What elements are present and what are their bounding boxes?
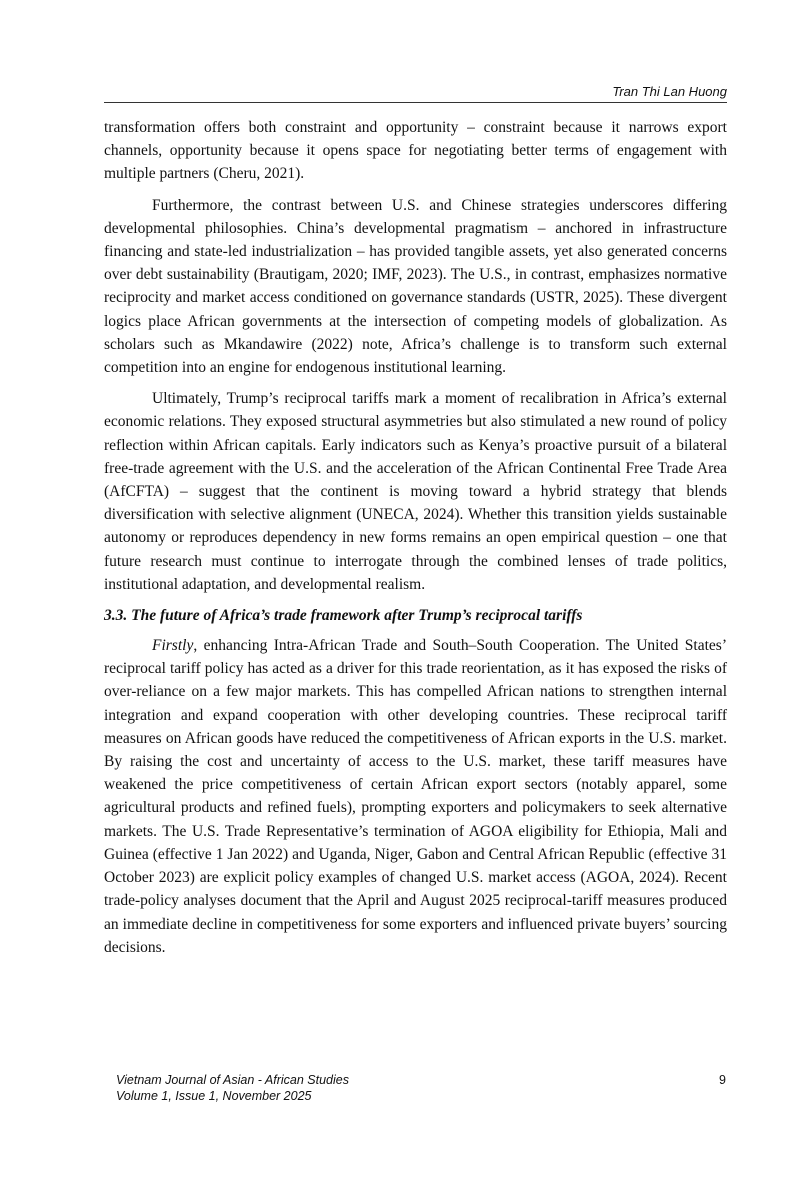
paragraph-lead-in: Firstly: [152, 637, 194, 655]
body-paragraph: transformation offers both constraint and opportunity – constraint because it narrows export channels, opportunity because it opens space for negotiating better terms of engagement with multiple partners (Cheru, 2021).: [104, 119, 727, 183]
section-heading: 3.3. The future of Africa’s trade framework after Trump’s reciprocal tariffs: [104, 607, 583, 625]
page-footer: [116, 1073, 726, 1104]
footer-volume-issue: Volume 1, Issue 1, November 2025: [116, 1088, 312, 1103]
article-body: [104, 116, 727, 967]
body-paragraph: [104, 634, 727, 959]
footer-journal-name: Vietnam Journal of Asian - African Studies: [116, 1073, 349, 1087]
page-number: 9: [719, 1073, 726, 1087]
header-rule: [104, 102, 727, 103]
running-head-author: Tran Thi Lan Huong: [612, 84, 727, 99]
body-paragraph: Ultimately, Trump’s reciprocal tariffs mark a moment of recalibration in Africa’s external economic relations. They exposed structural asymmetries but also stimulated a new round of policy reflection within African capitals. Early indicators such as Kenya’s proactive pursuit of a bilateral free-trade agreement with the U.S. and the acceleration of the African Continental Free Trade Area (AfCFTA) – suggest that the continent is moving toward a hybrid strategy that blends diversification with selective alignment (UNECA, 2024). Whether this transition yields sustainable autonomy or reproduces dependency in new forms remains an open empirical question – one that future research must continue to interrogate through the combined lenses of trade politics, institutional adaptation, and developmental realism.: [104, 390, 727, 593]
paragraph-text: , enhancing Intra-African Trade and South–South Cooperation. The United States’ reciprocal tariff policy has acted as a driver for this trade reorientation, as it has exposed the risks of over-reliance on a few major markets. This has compelled African nations to strengthen internal integration and expand cooperation with other developing countries. These reciprocal tariff measures on African goods have reduced the competitiveness of African exports in the U.S. market. By raising the cost and uncertainty of access to the U.S. market, these tariff measures have weakened the price competitiveness of certain African export sectors (notably apparel, some agricultural products and refined fuels), prompting exporters and policymakers to seek alternative markets. The U.S. Trade Representative’s termination of AGOA eligibility for Ethiopia, Mali and Guinea (effective 1 Jan 2022) and Uganda, Niger, Gabon and Central African Republic (effective 31 October 2023) are explicit policy examples of changed U.S. market access (AGOA, 2024). Recent trade-policy analyses document that the April and August 2025 reciprocal-tariff measures produced an immediate decline in competitiveness for some exporters and influenced private buyers’ sourcing decisions.: [104, 637, 727, 956]
body-paragraph: Furthermore, the contrast between U.S. and Chinese strategies underscores differing developmental philosophies. China’s developmental pragmatism – anchored in infrastructure financing and state-led industrialization – has provided tangible assets, yet also generated concerns over debt sustainability (Brautigam, 2020; IMF, 2023). The U.S., in contrast, emphasizes normative reciprocity and market access conditioned on governance standards (USTR, 2025). These divergent logics place African governments at the intersection of competing models of globalization. As scholars such as Mkandawire (2022) note, Africa’s challenge is to transform such external competition into an engine for endogenous institutional learning.: [104, 196, 727, 377]
